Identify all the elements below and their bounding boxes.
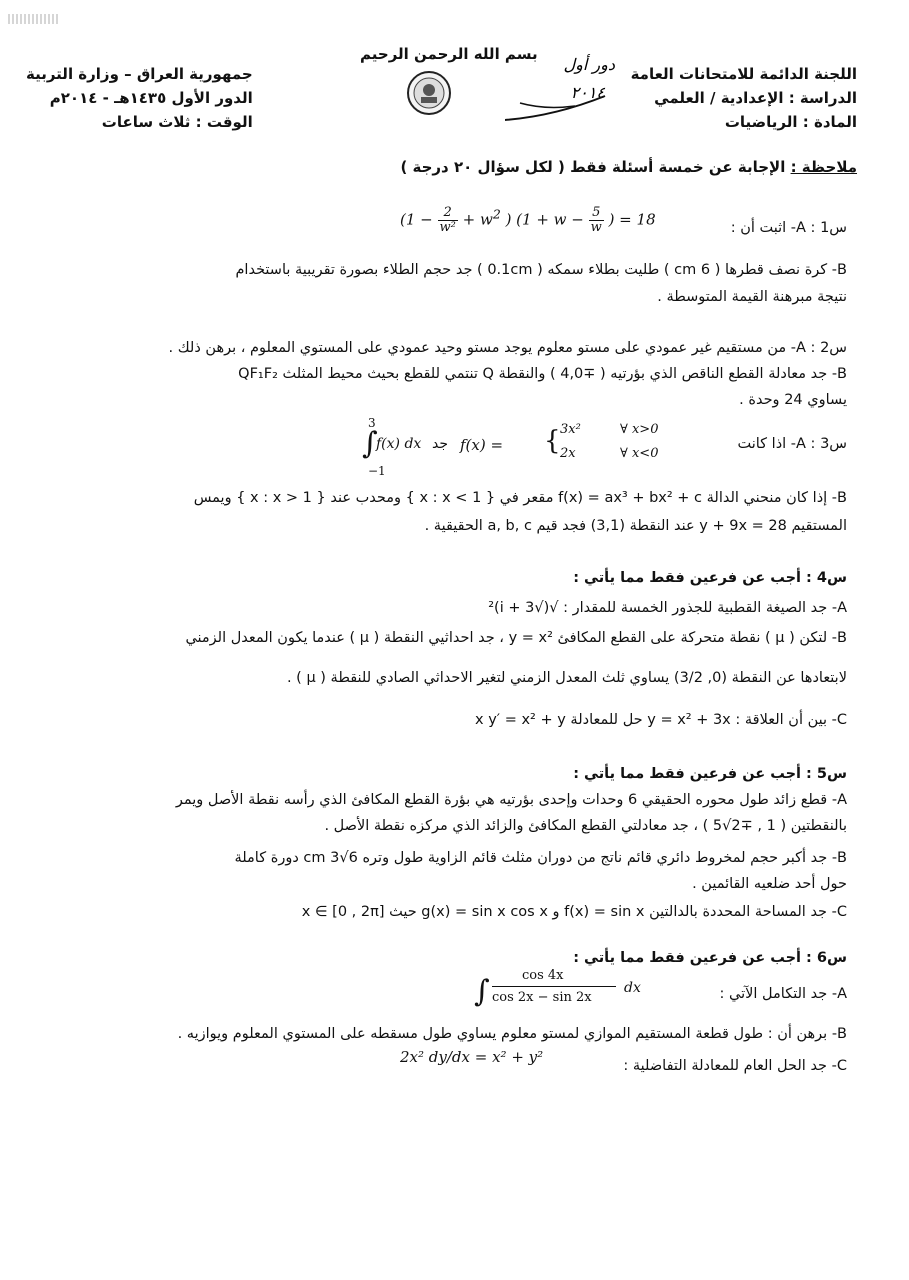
q2-b-line2: يساوي 24 وحدة . — [739, 392, 847, 408]
instructions-note — [400, 158, 857, 176]
q5-c: C- جد المساحة المحددة بالدالتين f(x) = sin x و g(x) = sin x cos x حيث x ∈ [0 , 2π] — [301, 904, 847, 920]
q4-title: س4 : أجب عن فرعين فقط مما يأتي : — [573, 570, 847, 586]
q3-a-case2-expr: 2x — [560, 446, 576, 461]
header-ministry: جمهورية العراق – وزارة التربية — [26, 65, 253, 83]
q4-b-line1: B- لتكن ( μ ) نقطة متحركة على القطع المكافئ y = x² ، جد احداثيي النقطة ( μ ) عندما يكون المعدل الزمني — [185, 630, 847, 646]
q6-c-prefix: C- جد الحل العام للمعادلة التفاضلية : — [623, 1058, 847, 1074]
q6-a-prefix: A- جد التكامل الآتي : — [719, 986, 847, 1002]
header-session: الدور الأول ١٤٣٥هـ - ٢٠١٤م — [49, 89, 253, 107]
q3-b-line1: B- إذا كان منحني الدالة f(x) = ax³ + bx² + c مقعر في { x : x < 1 } ومحدب عند { x : x > 1 } ويمس — [193, 490, 847, 506]
handwritten-line-1: دور أول — [563, 55, 615, 74]
q3-a-case1-cond: ∀ x>0 — [620, 422, 659, 437]
q1-b-line2: نتيجة مبرهنة القيمة المتوسطة . — [657, 289, 847, 305]
q3-b-line2: المستقيم y + 9x = 28 عند النقطة (3,1) فجد قيم a, b, c الحقيقية . — [424, 518, 847, 534]
q2-a: س2 : A- من مستقيم غير عمودي على مستو معلوم يوجد مستو وحيد عمودي على المستوي المعلوم ، برهن ذلك . — [168, 340, 847, 356]
handwritten-note — [505, 48, 625, 128]
q3-a-fx: f(x) = — [460, 436, 504, 454]
q4-b-line2: لابتعادها عن النقطة (0, 3/2) يساوي ثلث المعدل الزمني لتغير الاحداثي الصادي للنقطة ( μ ) . — [286, 670, 847, 686]
header-right — [631, 62, 857, 134]
q5-a-line1: A- قطع زائد طول محوره الحقيقي 6 وحدات وإحدى بؤرتيه هي بؤرة القطع المكافئ الذي رأسه نقطة الأصل ويمر — [175, 792, 847, 808]
note-text: الإجابة عن خمسة أسئلة فقط ( لكل سؤال ٢٠ درجة ) — [400, 158, 791, 176]
q1-b-line1: B- كرة نصف قطرها ( 6 cm ) طليت بطلاء سمكه ( 0.1cm ) جد حجم الطلاء بصورة تقريبية باستخدام — [235, 262, 847, 278]
q6-title: س6 : أجب عن فرعين فقط مما يأتي : — [573, 950, 847, 966]
header-study: الدراسة : الإعدادية / العلمي — [654, 89, 857, 107]
header-time: الوقت : ثلاث ساعات — [101, 113, 253, 131]
header-left — [26, 62, 253, 134]
header-subject: المادة : الرياضيات — [724, 113, 857, 131]
q6-b: B- برهن أن : طول قطعة المستقيم الموازي لمستو معلوم يساوي طول مسقطه على المستوي المعلوم ويوازيه . — [177, 1026, 847, 1042]
q1-a-equation: (1 − $\frac{2}{\text{w²}}$ + $w^2$ ) (1 + w − $\frac{5}{w}$ ) = 18 — [400, 205, 656, 235]
q1-a-prefix: س1 : A- اثبت أن : — [730, 220, 847, 236]
q5-title: س5 : أجب عن فرعين فقط مما يأتي : — [573, 766, 847, 782]
q5-a-line2: بالنقطتين ( 1 , ∓2√5 ) ، جد معادلتي القطع المكافئ والزائد الذي مركزه نقطة الأصل . — [324, 818, 847, 834]
q3-a-case1-expr: 3x² — [560, 422, 581, 437]
q3-a-case2-cond: ∀ x<0 — [620, 446, 659, 461]
q4-c: C- بين أن العلاقة : y = x² + 3x حل للمعادلة x y′ = x² + y — [475, 712, 847, 728]
q2-b-line1: B- جد معادلة القطع الناقص الذي بؤرتيه ( ∓4,0 ) والنقطة Q تنتمي للقطع بحيث محيط المثلث QF₁F₂ — [238, 366, 847, 382]
q5-b-line2: حول أحد ضلعيه القائمين . — [692, 876, 847, 892]
q3-a-find: جد — [432, 436, 449, 452]
handwritten-line-2: ٢٠١٤ — [570, 83, 605, 102]
scan-artifact — [8, 14, 58, 24]
q5-b-line1: B- جد أكبر حجم لمخروط دائري قائم ناتج من دوران مثلث قائم الزاوية طول وتره 6√3 cm دورة كاملة — [234, 850, 847, 866]
q4-a: A- جد الصيغة القطبية للجذور الخمسة للمقدار : √(√3 + i)² — [488, 600, 847, 616]
q3-a-brace: { — [544, 426, 561, 456]
q6-c-equation: 2x² dy/dx = x² + y² — [400, 1048, 544, 1066]
q3-a-prefix: س3 : A- اذا كانت — [737, 436, 847, 452]
ministry-seal-icon — [406, 70, 452, 116]
basmala: بسم الله الرحمن الرحيم — [360, 45, 538, 63]
note-label: ملاحظة : — [790, 158, 857, 176]
header-committee: اللجنة الدائمة للامتحانات العامة — [630, 65, 857, 83]
exam-page: اللجنة الدائمة للامتحانات العامة الدراسة : الإعدادية / العلمي المادة : الرياضيات بسم الله الرحمن الرحيم دور أول ٢٠١٤ جمهورية العراق – وزارة التربية الدور الأول ١٤٣٥هـ - ٢٠١٤م الوقت : ثلاث ساعات ملاحظة : الإجابة عن خمسة أسئلة فقط ( لكل سؤال ٢٠ درجة ) س1 : A- اثبت أن : (1 − $\frac{2}{\text{w²}}$ + $w^2$ ) (1 + w − $\frac{5}{w}$ ) = 18 B- كرة نصف قطرها ( 6 cm ) طليت بطلاء سمكه ( 0.1cm ) جد حجم الطلاء بصورة تقريبية باستخدام نتيجة مبرهنة القيمة المتوسطة . س2 : A- من مستقيم غير عمودي على مستو معلوم يوجد مستو وحيد عمودي على المستوي المعلوم ، برهن ذلك . B- جد معادلة القطع الناقص الذي بؤرتيه ( ∓4,0 ) والنقطة Q تنتمي للقطع بحيث محيط المثلث QF₁F₂ يساوي 24 وحدة . س3 : A- اذا كانت 3 ∫ −1 f(x) dx جد f(x) = { 3x² 2x ∀ x>0 ∀ x<0 B- إذا كان منحني الدالة f(x) = ax³ + bx² + c مقعر في { x : x < 1 } ومحدب عند { x : x > 1 } ويمس المستقيم y + 9x = 28 عند النقطة (3,1) فجد قيم a, b, c الحقيقية . س4 : أجب عن فرعين فقط مما يأتي : A- جد الصيغة القطبية للجذور الخمسة للمقدار : √(√3 + i)² B- لتكن ( μ ) نقطة متحركة على القطع المكافئ y = x² ، جد احداثيي النقطة ( μ ) عندما يكون المعدل الزمني لابتعادها عن النقطة (0, 3/2) يساوي ثلث المعدل الزمني لتغير الاحداثي الصادي للنقطة ( μ ) . C- بين أن العلاقة : y = x² + 3x حل للمعادلة x y′ = x² + y س5 : أجب عن فرعين فقط مما يأتي : A- قطع زائد طول محوره الحقيقي 6 وحدات وإحدى بؤرتيه هي بؤرة القطع المكافئ الذي رأسه نقطة الأصل ويمر بالنقطتين ( 1 , ∓2√5 ) ، جد معادلتي القطع المكافئ والزائد الذي مركزه نقطة الأصل . B- جد أكبر حجم لمخروط دائري قائم ناتج من دوران مثلث قائم الزاوية طول وتره 6√3 cm دورة كاملة حول أحد ضلعيه القائمين . C- جد المساحة المحددة بالدالتين f(x) = sin x و g(x) = sin x cos x حيث x ∈ [0 , 2π] س6 : أجب عن فرعين فقط مما يأتي : A- جد التكامل الآتي : ∫ cos 4x cos 2x − sin 2x dx B- برهن أن : طول قطعة المستقيم الموازي لمستو معلوم يساوي طول مسقطه على المستوي المعلوم ويوازيه . C- جد الحل العام للمعادلة التفاضلية : 2x² dy/dx = x² + y² — [0, 0, 909, 1280]
